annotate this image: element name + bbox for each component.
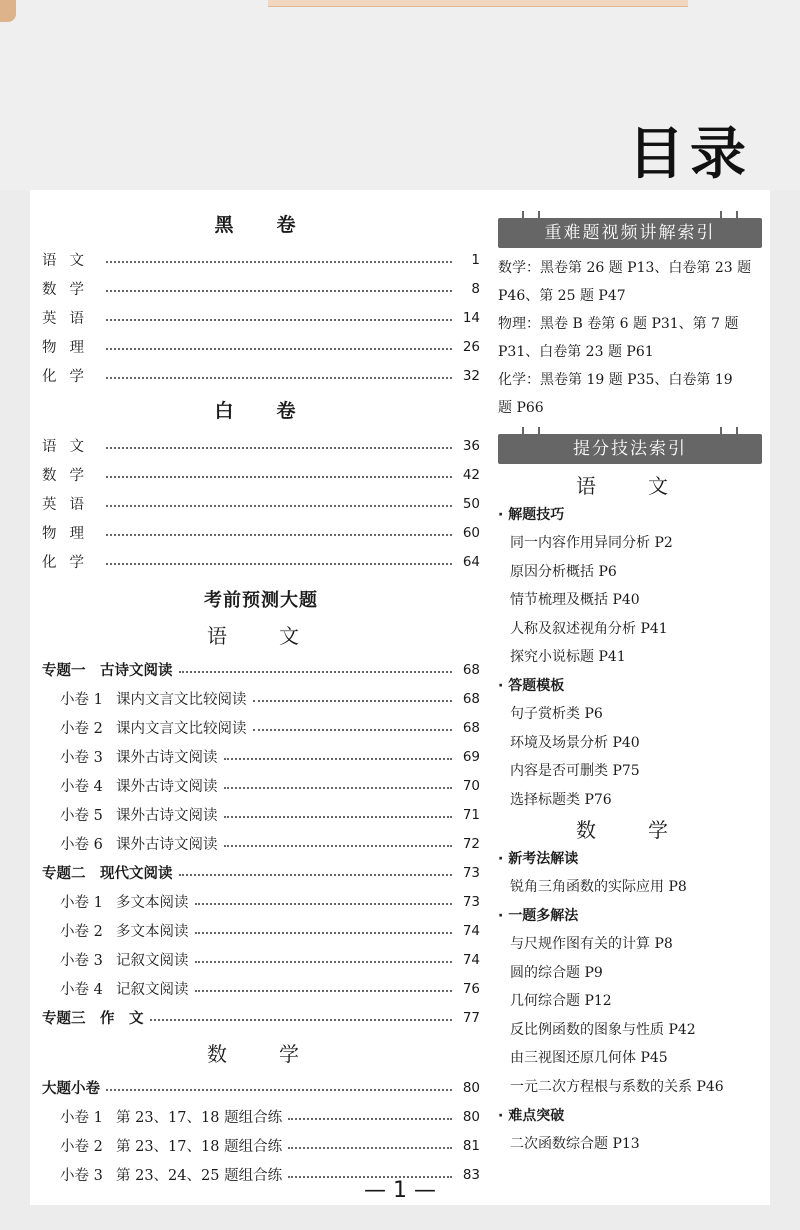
- sub-entry-page: 70: [462, 777, 480, 794]
- sub-entry-label: 记叙文阅读: [116, 953, 189, 969]
- skill-item[interactable]: 锐角三角函数的实际应用 P8: [510, 879, 687, 896]
- toc-entry-subject: 英语: [42, 311, 97, 327]
- skill-math-heading: 数 学: [576, 818, 684, 843]
- skill-item[interactable]: 圆的综合题 P9: [510, 964, 603, 981]
- dot-leader: [195, 961, 453, 963]
- toc-entry-subject: 化学: [42, 369, 97, 385]
- sub-entry-label: 第 23、17、18 题组合练: [116, 1110, 283, 1126]
- skill-group-title: · 答题模板: [498, 677, 565, 694]
- sub-entry-page: 72: [462, 835, 480, 852]
- toc-entry[interactable]: [42, 489, 480, 518]
- sub-entry[interactable]: [42, 771, 480, 800]
- sub-entry-label: 课内文言文比较阅读: [116, 721, 247, 737]
- video-index-list: [498, 254, 762, 422]
- skill-item[interactable]: 情节梳理及概括 P40: [510, 592, 640, 609]
- predict-math-list: [42, 1073, 480, 1189]
- sub-entry-page: 74: [462, 922, 480, 939]
- toc-entry-subject: 语文: [42, 253, 97, 269]
- topic-entry[interactable]: [42, 1003, 480, 1032]
- dot-leader: [288, 1118, 452, 1120]
- dot-leader: [106, 447, 452, 449]
- sub-entry-label: 多文本阅读: [116, 895, 189, 911]
- toc-entry-page: 14: [462, 309, 480, 326]
- sub-entry[interactable]: [42, 1102, 480, 1131]
- topic-entry[interactable]: [42, 858, 480, 887]
- sub-entry-number: 小卷 3: [60, 953, 103, 969]
- dot-leader: [179, 671, 453, 673]
- dot-leader: [195, 903, 453, 905]
- dot-leader: [106, 534, 452, 536]
- toc-entry-page: 1: [471, 251, 480, 268]
- pin-icon: [522, 427, 540, 435]
- sub-entry-number: 小卷 3: [60, 750, 103, 766]
- sub-entry-number: 小卷 4: [60, 779, 103, 795]
- sub-entry-page: 74: [462, 951, 480, 968]
- sub-entry-page: 68: [462, 719, 480, 736]
- toc-entry[interactable]: [42, 460, 480, 489]
- skill-item[interactable]: 二次函数综合题 P13: [510, 1135, 640, 1152]
- dot-leader: [106, 505, 452, 507]
- dot-leader: [179, 874, 453, 876]
- video-index-line: 数学：黑卷第 26 题 P13、白卷第 23 题: [498, 260, 752, 276]
- skill-item[interactable]: 反比例函数的图象与性质 P42: [510, 1021, 696, 1038]
- sub-entry-page: 83: [462, 1166, 480, 1183]
- skill-chinese-list: [498, 501, 762, 814]
- video-index-line: 化学：黑卷第 19 题 P35、白卷第 19: [498, 372, 733, 388]
- toc-entry[interactable]: [42, 361, 480, 390]
- sub-entry-number: 小卷 5: [60, 808, 103, 824]
- skill-math-list: [498, 845, 762, 1158]
- dot-leader: [253, 700, 453, 702]
- dot-leader: [106, 348, 452, 350]
- dot-leader: [106, 290, 452, 292]
- video-index-line: P31、白卷第 23 题 P61: [498, 344, 654, 360]
- skill-item[interactable]: 探究小说标题 P41: [510, 649, 626, 666]
- sub-entry-label: 第 23、17、18 题组合练: [116, 1139, 283, 1155]
- skill-group-title: · 难点突破: [498, 1107, 565, 1124]
- skill-index-title: 提分技法索引: [573, 439, 687, 459]
- skill-item[interactable]: 同一内容作用异同分析 P2: [510, 535, 673, 551]
- predict-chinese-list: [42, 655, 480, 1032]
- skill-item[interactable]: 与尺规作图有关的计算 P8: [510, 935, 673, 952]
- white-volume-list: [42, 431, 480, 576]
- skill-item[interactable]: 环境及场景分析 P40: [510, 734, 640, 751]
- toc-entry[interactable]: [42, 547, 480, 576]
- sub-entry-label: 第 23、24、25 题组合练: [116, 1168, 283, 1184]
- sub-entry-page: 71: [462, 806, 480, 823]
- skill-item[interactable]: 原因分析概括 P6: [510, 563, 617, 580]
- skill-item[interactable]: 内容是否可删类 P75: [510, 763, 640, 780]
- black-volume-list: [42, 245, 480, 390]
- dot-leader: [224, 816, 453, 818]
- sub-entry[interactable]: [42, 800, 480, 829]
- sub-entry-page: 76: [462, 980, 480, 997]
- black-volume-heading: 黑 卷: [214, 214, 308, 236]
- sub-entry[interactable]: [42, 742, 480, 771]
- sub-entry-page: 80: [462, 1108, 480, 1125]
- predict-chinese-heading: 语 文: [207, 624, 315, 648]
- toc-entry[interactable]: [42, 303, 480, 332]
- sub-entry-label: 课内文言文比较阅读: [116, 692, 247, 708]
- toc-entry-page: 42: [462, 466, 480, 483]
- sub-entry[interactable]: [42, 684, 480, 713]
- sub-entry-number: 小卷 4: [60, 982, 103, 998]
- skill-item[interactable]: 选择标题类 P76: [510, 791, 612, 808]
- page-title: 目录: [628, 122, 752, 187]
- predict-heading: 考前预测大题: [204, 590, 318, 611]
- skill-index-banner: [498, 434, 762, 464]
- sub-entry-label: 记叙文阅读: [116, 982, 189, 998]
- skill-group-title: · 解题技巧: [498, 507, 565, 523]
- skill-item[interactable]: 句子赏析类 P6: [510, 705, 603, 722]
- topic-entry-page: 73: [462, 864, 480, 881]
- topic-entry-label: 专题二 现代文阅读: [42, 866, 173, 882]
- skill-chinese-heading: 语 文: [576, 474, 684, 498]
- dot-leader: [288, 1147, 452, 1149]
- dot-leader: [195, 932, 453, 934]
- toc-entry-page: 36: [462, 437, 480, 454]
- sub-entry-label: 课外古诗文阅读: [116, 779, 218, 795]
- topic-entry[interactable]: [42, 655, 480, 684]
- sub-entry[interactable]: [42, 887, 480, 916]
- sub-entry-page: 73: [462, 893, 480, 910]
- page-number: — 1 —: [364, 1178, 436, 1203]
- topic-entry[interactable]: [42, 1073, 480, 1102]
- sub-entry-number: 小卷 2: [60, 721, 103, 737]
- video-index-line: P46、第 25 题 P47: [498, 288, 626, 304]
- toc-entry-page: 64: [462, 553, 480, 570]
- pin-icon: [522, 211, 540, 219]
- sub-entry-label: 课外古诗文阅读: [116, 808, 218, 824]
- sub-entry-page: 68: [462, 690, 480, 707]
- dot-leader: [106, 319, 452, 321]
- skill-group-title: · 新考法解读: [498, 851, 579, 868]
- dot-leader: [106, 261, 452, 263]
- sub-entry-label: 课外古诗文阅读: [116, 837, 218, 853]
- toc-left-column: [42, 210, 480, 1189]
- sub-entry-number: 小卷 3: [60, 1168, 103, 1184]
- toc-entry-subject: 物理: [42, 340, 97, 356]
- toc-entry-page: 60: [462, 524, 480, 541]
- toc-entry-page: 50: [462, 495, 480, 512]
- topic-entry-page: 77: [462, 1009, 480, 1026]
- skill-item[interactable]: 一元二次方程根与系数的关系 P46: [510, 1078, 724, 1095]
- topic-entry-label: 专题三 作 文: [42, 1011, 144, 1027]
- skill-item[interactable]: 人称及叙述视角分析 P41: [510, 620, 668, 637]
- sub-entry-number: 小卷 2: [60, 924, 103, 940]
- toc-entry-subject: 英语: [42, 497, 97, 513]
- toc-content: [30, 190, 770, 1205]
- toc-entry-subject: 化学: [42, 555, 97, 571]
- dot-leader: [150, 1019, 453, 1021]
- toc-entry[interactable]: [42, 518, 480, 547]
- sub-entry[interactable]: [42, 945, 480, 974]
- skill-group-title: · 一题多解法: [498, 907, 579, 924]
- sub-entry[interactable]: [42, 1131, 480, 1160]
- dot-leader: [106, 1089, 452, 1091]
- dot-leader: [106, 563, 452, 565]
- toc-entry-page: 8: [471, 280, 480, 297]
- decorative-corner: [0, 0, 16, 22]
- dot-leader: [224, 758, 453, 760]
- skill-item[interactable]: 几何综合题 P12: [510, 993, 612, 1010]
- video-index-banner: [498, 218, 762, 248]
- skill-item[interactable]: 由三视图还原几何体 P45: [510, 1050, 668, 1067]
- sub-entry-page: 69: [462, 748, 480, 765]
- toc-entry[interactable]: [42, 332, 480, 361]
- video-index-line: 题 P66: [498, 400, 544, 416]
- toc-right-column: [498, 214, 762, 1158]
- toc-entry-subject: 数学: [42, 282, 97, 298]
- decorative-strip: [268, 0, 688, 7]
- pin-icon: [720, 427, 738, 435]
- topic-entry-page: 68: [462, 661, 480, 678]
- toc-entry-page: 32: [462, 367, 480, 384]
- sub-entry-number: 小卷 1: [60, 895, 103, 911]
- toc-entry[interactable]: [42, 274, 480, 303]
- topic-entry-page: 80: [462, 1079, 480, 1096]
- dot-leader: [224, 787, 453, 789]
- sub-entry-label: 多文本阅读: [116, 924, 189, 940]
- white-volume-heading: 白 卷: [214, 400, 308, 422]
- pin-icon: [720, 211, 738, 219]
- toc-entry[interactable]: [42, 431, 480, 460]
- dot-leader: [224, 845, 453, 847]
- sub-entry-page: 81: [462, 1137, 480, 1154]
- toc-entry-subject: 物理: [42, 526, 97, 542]
- sub-entry[interactable]: [42, 713, 480, 742]
- video-index-line: 物理：黑卷 B 卷第 6 题 P31、第 7 题: [498, 316, 739, 332]
- topic-entry-label: 大题小卷: [42, 1081, 100, 1097]
- sub-entry[interactable]: [42, 829, 480, 858]
- sub-entry-number: 小卷 1: [60, 692, 103, 708]
- toc-entry[interactable]: [42, 245, 480, 274]
- toc-entry-subject: 数学: [42, 468, 97, 484]
- video-index-title: 重难题视频讲解索引: [544, 223, 716, 243]
- dot-leader: [106, 476, 452, 478]
- sub-entry[interactable]: [42, 916, 480, 945]
- toc-entry-subject: 语文: [42, 439, 97, 455]
- dot-leader: [195, 990, 453, 992]
- sub-entry-number: 小卷 6: [60, 837, 103, 853]
- topic-entry-label: 专题一 古诗文阅读: [42, 663, 173, 679]
- sub-entry[interactable]: [42, 974, 480, 1003]
- predict-math-heading: 数 学: [207, 1042, 315, 1066]
- dot-leader: [106, 377, 452, 379]
- sub-entry-number: 小卷 2: [60, 1139, 103, 1155]
- toc-entry-page: 26: [462, 338, 480, 355]
- dot-leader: [253, 729, 453, 731]
- sub-entry-label: 课外古诗文阅读: [116, 750, 218, 766]
- sub-entry-number: 小卷 1: [60, 1110, 103, 1126]
